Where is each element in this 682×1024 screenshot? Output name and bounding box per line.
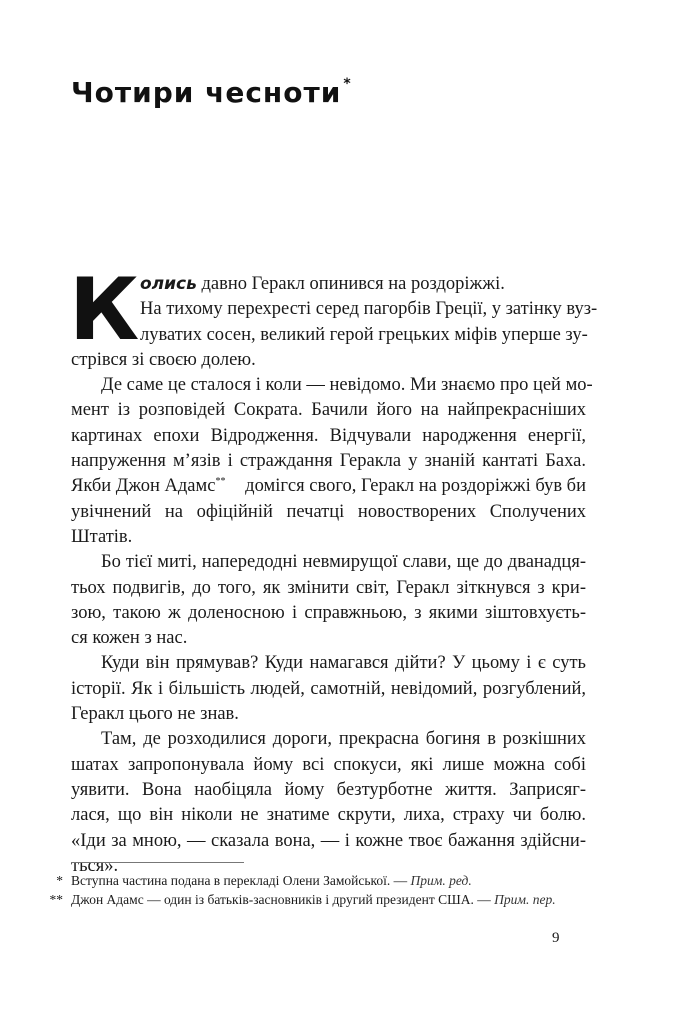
text-line: стрівся зі своєю долею. [71, 349, 256, 370]
footnote-note: Прим. пер. [494, 892, 556, 907]
footnote-mark: ** [49, 892, 63, 907]
text-line: «Іди за мною, — сказала вона, — і кожне твоє бажання здійсни- [71, 830, 586, 851]
text-line: олись давно Геракл опинився на роздоріжжі. [140, 274, 505, 294]
footnote-text: Вступна частина подана в перекладі Олени Замойської. — [71, 873, 411, 888]
text-line: картинах епохи Відродження. Відчували народження енергії, [71, 425, 586, 446]
paragraph-1 [69, 260, 598, 373]
chapter-title [71, 76, 352, 109]
text-line: Якби Джон Адамс** домігся свого, Геракл на роздоріжжі був би [71, 476, 586, 497]
chapter-body [69, 260, 598, 879]
text-line: уявити. Вона наобіцяла йому безтурботне життя. Заприсяг- [71, 779, 586, 800]
footnote-note: Прим. ред. [410, 873, 472, 888]
text-line: Штатів. [71, 526, 133, 547]
paragraph-5 [71, 727, 586, 879]
paragraph-4 [71, 651, 586, 727]
text-line: тьох подвигів, до того, як змінити світ, Геракл зіткнувся з кри- [71, 577, 586, 598]
title-footnote-mark: * [343, 75, 352, 92]
text-line: зою, такою ж доленосною і справжньою, з якими зіштовхуєть- [71, 602, 586, 623]
text-line: увічнений на офіційній печатці новостворених Сполучених [71, 501, 586, 522]
text-line: мент із розповідей Сократа. Бачили його на найпрекрасніших [71, 400, 586, 421]
text-line: луватих сосен, великий герой грецьких міфів уперше зу- [140, 324, 588, 345]
text-line: Куди він прямував? Куди намагався дійти? У цьому і є суть [101, 653, 586, 674]
page-number: 9 [552, 930, 560, 946]
paragraph-3 [71, 550, 586, 651]
text-line: Там, де розходилися дороги, прекрасна богиня в розкішних [101, 729, 586, 750]
text-line: Де саме це сталося і коли — невідомо. Ми знаємо про цей мо- [101, 375, 593, 396]
paragraph-2 [71, 373, 593, 550]
footnote-2 [41, 891, 556, 909]
drop-cap: К [69, 260, 140, 360]
text-line: На тихому перехресті серед пагорбів Греції, у затінку вуз- [140, 299, 598, 320]
footnote-divider [71, 862, 244, 863]
text-line: ться». [71, 855, 119, 876]
text-line: лася, що він ніколи не знатиме скрути, лиха, страху чи болю. [71, 805, 586, 826]
text-line: історії. Як і більшість людей, самотній, невідомий, розгублений, [71, 678, 586, 699]
footnote-mark: * [56, 873, 63, 888]
chapter-title-text: Чотири чесноти [71, 76, 342, 109]
text-line: ся кожен з нас. [71, 628, 188, 649]
text-line: шатах запропонувала йому всі спокуси, які лише можна собі [71, 754, 586, 775]
text-line: Геракл цього не знав. [71, 704, 239, 725]
footnote-text: Джон Адамс — один із батьків-засновників і другий президент США. — [71, 892, 495, 907]
footnote-1 [41, 872, 472, 890]
footnote-ref: ** [215, 476, 226, 488]
text-line: Бо тієї миті, напередодні невмирущої слави, ще до дванадця- [101, 552, 586, 573]
text-line: напруження м’язів і страждання Геракла у знаній кантаті Баха. [71, 451, 586, 472]
first-word: олись [140, 274, 197, 294]
